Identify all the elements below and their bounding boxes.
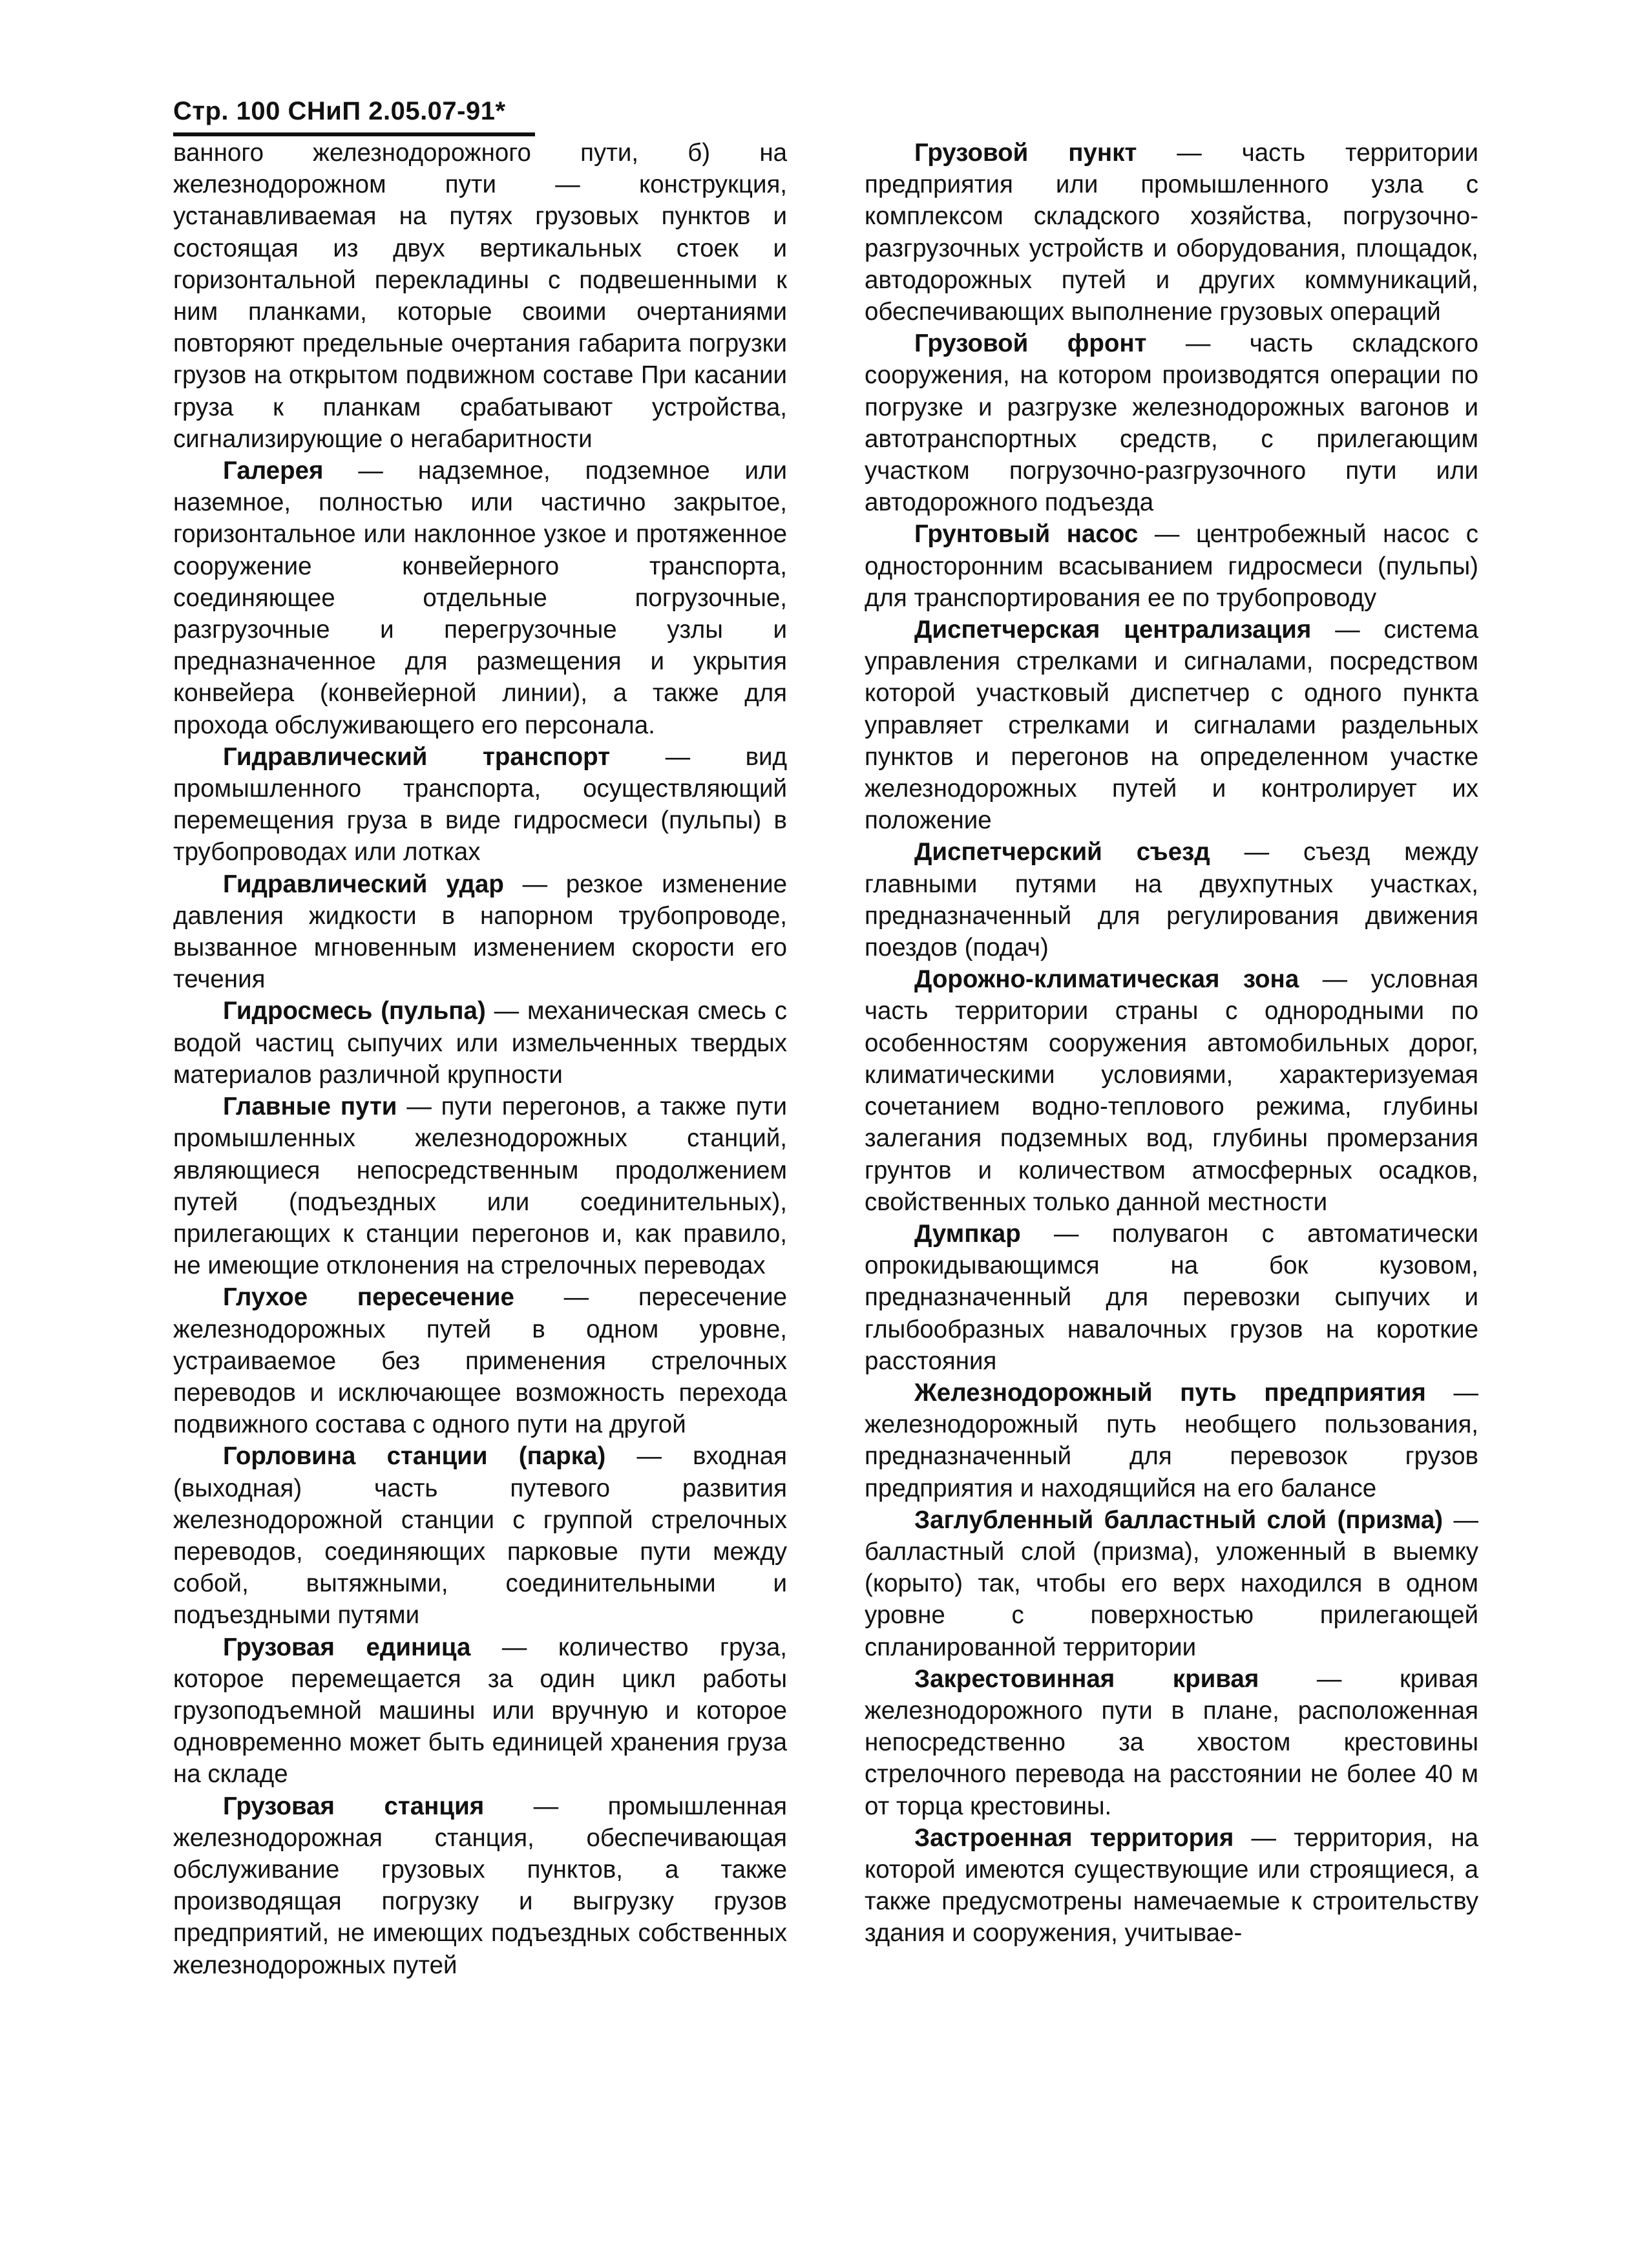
term: Дорожно-климатическая зона [914,965,1299,994]
definition-text: — условная часть территории страны с однородными по особенностям сооружения автомобильных дорог, климатическими условиями, характеризуемая сочетанием водно-теплового режима, глубины залегания подземных вод, глубины промерзания грунтов и количеством атмосферных осадков, свойственных только данной местности [865,965,1478,1216]
left-column [173,137,787,1981]
definition-entry [865,137,1478,328]
term: Грузовая станция [223,1792,485,1820]
definition-entry [865,836,1478,963]
definition-text: — часть складского сооружения, на котором производятся операции по погрузке и разгрузке железнодорожных вагонов и автотранспортных средств, с прилегающим участком погрузочно-разгрузочного пути или автодорожного подъезда [865,330,1478,517]
definition-text: — механическая смесь с водой частиц сыпучих или измельченных твердых материалов различной крупности [173,997,787,1089]
term: Галерея [223,457,324,485]
term: Главные пути [223,1093,397,1121]
definition-text: — промышленная железнодорожная станция, обеспечивающая обслуживание грузовых пунктов, а также производящая погрузку и выгрузку грузов предприятий, не имеющих подъездных собственных железнодорожных путей [173,1792,787,1979]
definition-entry [173,995,787,1091]
term: Диспетчерский съезд [914,838,1210,866]
definition-entry [173,455,787,741]
definition-text: — часть территории предприятия или промышленного узла с комплексом складского хозяйства, погрузочно-разгрузочных устройств и оборудования, площадок, автодорожных путей и других коммуникаций, обеспечивающих выполнение грузовых операций [865,139,1478,326]
definition-text: — полувагон с автоматически опрокидывающимся на бок кузовом, предназначенный для перевозки сыпучих и глыбообразных навалочных грузов на короткие расстояния [865,1219,1478,1375]
term: Гидравлический удар [223,870,504,898]
definition-entry [173,1632,787,1790]
running-head: Стр. 100 СНиП 2.05.07-91* [173,97,506,125]
definition-text: — количество груза, которое перемещается за один цикл работы грузоподъемной машины или вручную и которое одновременно может быть единицей хранения груза на складе [173,1633,787,1789]
definition-text: — кривая железнодорожного пути в плане, расположенная непосредственно за хвостом крестовины стрелочного перевода на расстоянии не более 40 м от торца крестовины. [865,1664,1479,1820]
term: Гидравлический транспорт [223,742,611,771]
definition-entry [865,1663,1478,1822]
definition-entry [865,963,1478,1218]
definition-entry [865,1822,1478,1949]
definition-entry [173,1440,787,1631]
definition-text: — входная (выходная) часть путевого развития железнодорожной станции с группой стрелочных переводов, соединяющих парковые пути между собой, вытяжными, соединительными и подъездными путями [173,1442,787,1630]
definition-text: — балластный слой (призма), уложенный в выемку (корыто) так, чтобы его верх находился в одном уровне с поверхностью прилегающей спланированной территории [865,1506,1479,1661]
definition-entry [173,1790,787,1981]
definition-text: — система управления стрелками и сигналами, посредством которой участковый диспетчер с одного пункта управляет стрелками и сигналами раздельных пунктов и перегонов на определенном участке железнодорожных путей и контролирует их положение [865,616,1478,835]
definition-text: — территория, на которой имеются существующие или строящиеся, а также предусмотрены намечаемые к строительству здания и сооружения, учитывае- [865,1823,1479,1948]
definition-entry [865,1504,1478,1663]
term: Горловина станции (парка) [223,1442,606,1471]
definition-text: — центробежный насос с односторонним всасыванием гидросмеси (пульпы) для транспортирования ее по трубопроводу [865,520,1478,612]
definition-entry [865,1377,1478,1504]
definition-text: — вид промышленного транспорта, осуществляющий перемещения груза в виде гидросмеси (пульпы) в трубопроводах или лотках [173,742,787,866]
term: Грузовой фронт [914,330,1147,358]
term: Грузовая единица [223,1633,471,1661]
term: Застроенная территория [914,1823,1234,1852]
definition-text: — железнодорожный путь необщего пользования, предназначенный для перевозок грузов предприятия и находящийся на его балансе [865,1378,1478,1502]
definition-entry [173,1281,787,1440]
term: Гидросмесь (пульпа) [223,997,486,1025]
right-column [865,137,1478,1949]
term: Глухое пересечение [223,1283,514,1312]
term: Железнодорожный путь предприятия [914,1378,1426,1407]
term: Заглубленный балластный слой (призма) [914,1506,1444,1534]
definition-entry [173,868,787,996]
definition-entry [865,614,1478,836]
definition-entry [173,1091,787,1281]
definition-text: — надземное, подземное или наземное, полностью или частично закрытое, горизонтальное или наклонное узкое и протяженное сооружение конвейерного транспорта, соединяющее отдельные погрузочные, разгрузочные и перегрузочные узлы и предназначенное для размещения и укрытия конвейера (конвейерной линии), а также для прохода обслуживающего его персонала. [173,457,787,739]
term: Грузовой пункт [914,139,1137,167]
definition-entry [173,741,787,868]
definition-text: ванного железнодорожного пути, б) на железнодорожном пути — конструкция, устанавливаемая на путях грузовых пунктов и состоящая из двух вертикальных стоек и горизонтальной перекладины с подвешенными к ним планками, которые своими очертаниями повторяют предельные очертания габарита погрузки грузов на открытом подвижном составе При касании груза к планкам срабатывают устройства, сигнализирующие о негабаритности [173,139,787,453]
definition-entry [865,1218,1478,1377]
definition-entry [865,518,1478,614]
definition-text: — пути перегонов, а также пути промышленных железнодорожных станций, являющиеся непосредственным продолжением путей (подъездных или соединительных), прилегающих к станции перегонов и, как правило, не имеющие отклонения на стрелочных переводах [173,1093,787,1280]
definition-text: — съезд между главными путями на двухпутных участках, предназначенный для регулирования движения поездов (подач) [865,838,1479,962]
term: Думпкар [914,1219,1021,1248]
definition-entry [173,137,787,455]
definition-entry [865,328,1478,518]
term: Диспетчерская централизация [914,616,1312,644]
term: Грунтовый насос [914,520,1139,549]
definition-text: — пересечение железнодорожных путей в одном уровне, устраиваемое без применения стрелочных переводов и исключающее возможность перехода подвижного состава с одного пути на другой [173,1283,787,1439]
term: Закрестовинная кривая [914,1664,1259,1693]
header-rule [173,132,535,136]
definition-text: — резкое изменение давления жидкости в напорном трубопроводе, вызванное мгновенным изменением скорости его течения [173,870,787,994]
